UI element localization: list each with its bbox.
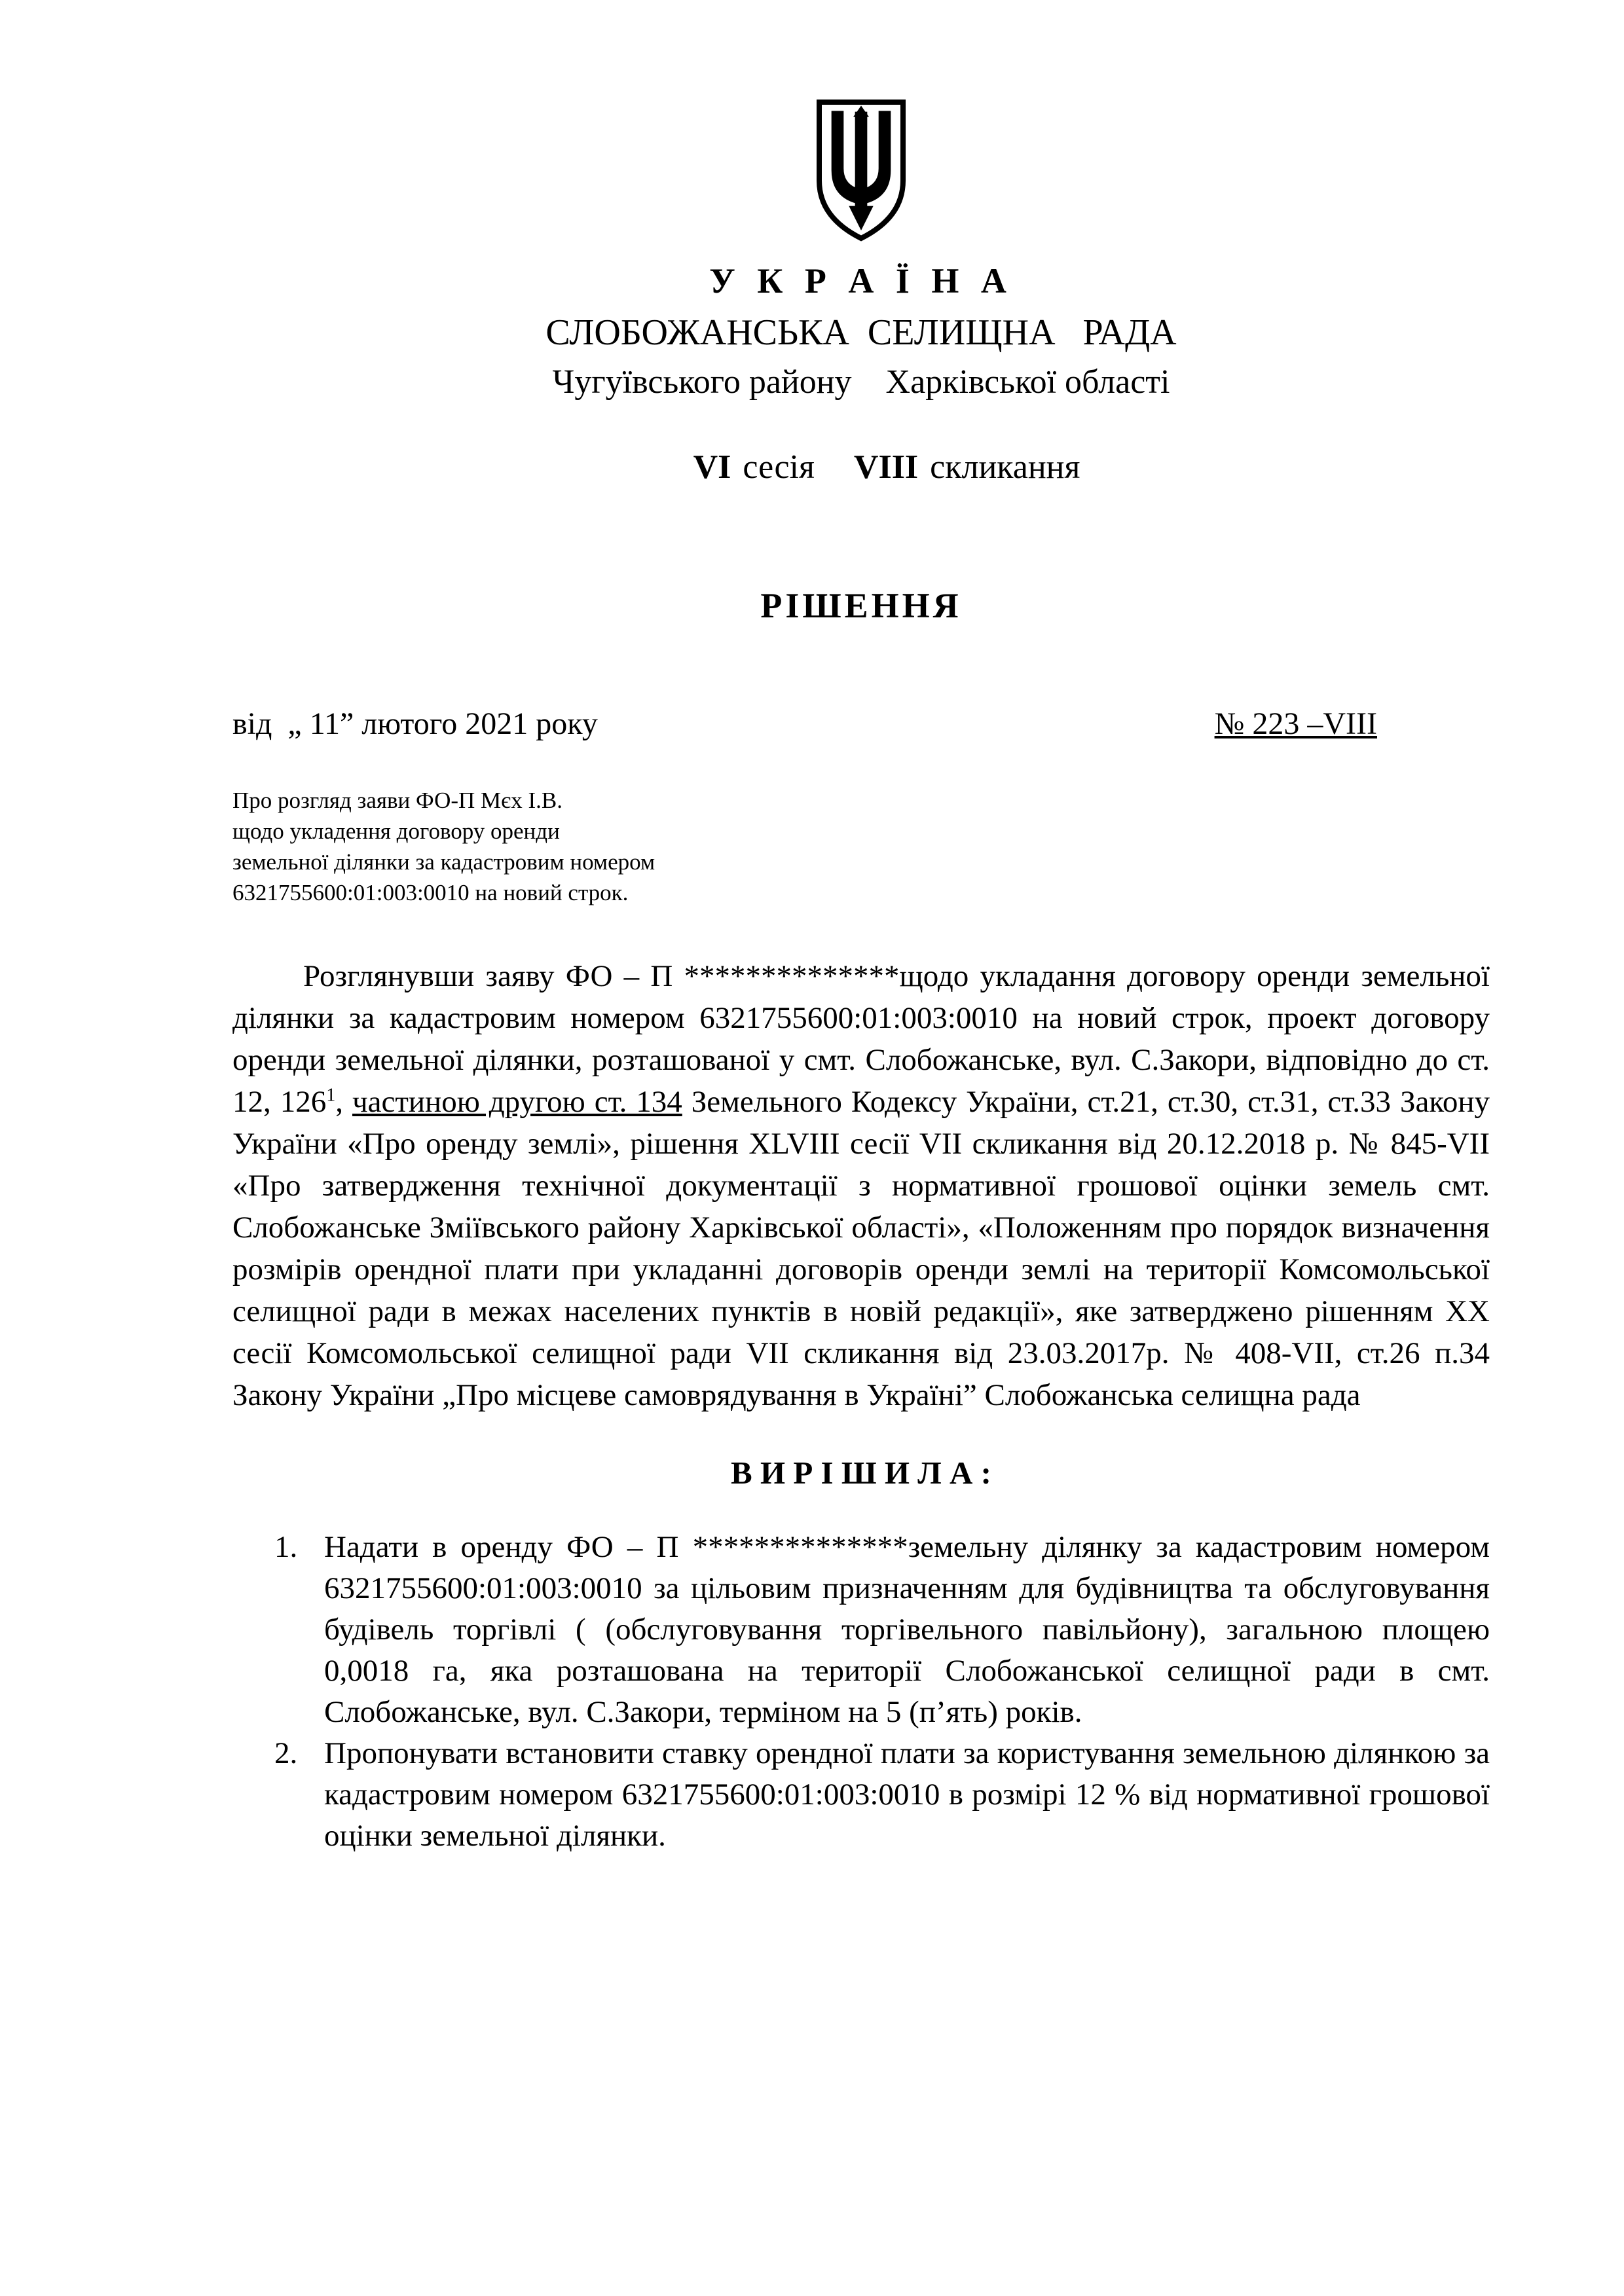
resolution-list bbox=[274, 1527, 1490, 1857]
convocation-word: скликання bbox=[930, 448, 1080, 486]
list-item bbox=[274, 1733, 1490, 1857]
list-item bbox=[274, 1527, 1490, 1733]
subject-line: Про розгляд заяви ФО-П Мєх І.В. bbox=[232, 788, 563, 813]
council-name: СЛОБОЖАНСЬКА СЕЛИЩНА РАДА bbox=[545, 312, 1177, 353]
session-line bbox=[232, 409, 1490, 525]
session-word: сесія bbox=[743, 448, 815, 486]
list-item-number: 2. bbox=[274, 1736, 298, 1770]
ukraine-coat-of-arms-icon bbox=[805, 97, 917, 244]
subject-line: щодо укладення договору оренди bbox=[232, 818, 560, 844]
document-title: РІШЕННЯ bbox=[760, 586, 962, 625]
underlined-article-reference: частиною другою ст. 134 bbox=[352, 1085, 682, 1119]
subject-line: земельної ділянки за кадастровим номером bbox=[232, 849, 655, 875]
date-line: від „ 11” лютого 2021 року bbox=[232, 706, 598, 741]
session-number: VI bbox=[693, 448, 731, 486]
convocation-number: VIII bbox=[853, 448, 919, 486]
preamble-text: Земельного Кодексу України, ст.21, ст.30, ст.31, ст.33 Закону України «Про оренду землі», рішення XLVIII сесії VII скликання від 20.12.2018 р. № 845-VII «Про затвердження технічної документації з нормативної грошової оцінки земель смт. Слобожанське Зміївського району Харківської області», «Положенням про порядок визначення розмірів орендної плати при укладанні договорів оренди землі на території Комсомольської селищної ради в межах населених пунктів в новій редакції», яке затверджено рішенням ХХ сесії Комсомольської селищної ради VII скликання від 23.03.2017р. № 408-VII, ст.26 п.34 Закону України „Про місцеве самоврядування в Україні” Слобожанська селищна рада bbox=[232, 1085, 1490, 1412]
subject-line: 6321755600:01:003:0010 на новий строк. bbox=[232, 880, 629, 905]
article-superscript: 1 bbox=[326, 1085, 336, 1106]
preamble-paragraph bbox=[232, 955, 1490, 1416]
subject-block bbox=[232, 785, 1490, 908]
preamble-text: , bbox=[335, 1085, 352, 1119]
preamble-text: Розглянувши заяву ФО – П **************щодо укладання договору оренди земельної ділянки за кадастровим номером 6321755600:01:003:0010 на новий строк, проект договору оренди земельної ділянки, розташованої у смт. Слобожанське, вул. С.Закори, відповідно до ст. 12, 126 bbox=[232, 959, 1490, 1119]
list-item-text: Надати в оренду ФО – П **************земельну ділянку за кадастровим номером 6321755600:01:003:0010 за цільовим призначенням для будівництва та обслуговування будівель торгівлі ( (обслуговування торгівельного павільйону), загальною площею 0,0018 га, яка розташована на території Слобожанської селищної ради в смт. Слобожанське, вул. С.Закори, терміном на 5 (п’ять) років. bbox=[324, 1530, 1490, 1729]
list-item-number: 1. bbox=[274, 1530, 298, 1564]
date-number-row bbox=[232, 706, 1490, 742]
resolved-heading: В И Р І Ш И Л А : bbox=[731, 1455, 991, 1491]
country-name: У К Р А Ї Н А bbox=[709, 261, 1013, 301]
list-item-text: Пропонувати встановити ставку орендної плати за користування земельною ділянкою за кадастровим номером 6321755600:01:003:0010 в розмірі 12 % від нормативної грошової оцінки земельної ділянки. bbox=[324, 1736, 1490, 1853]
document-number: № 223 –VIII bbox=[1214, 706, 1377, 741]
district-region-line: Чугуївського району Харківської області bbox=[552, 363, 1170, 401]
